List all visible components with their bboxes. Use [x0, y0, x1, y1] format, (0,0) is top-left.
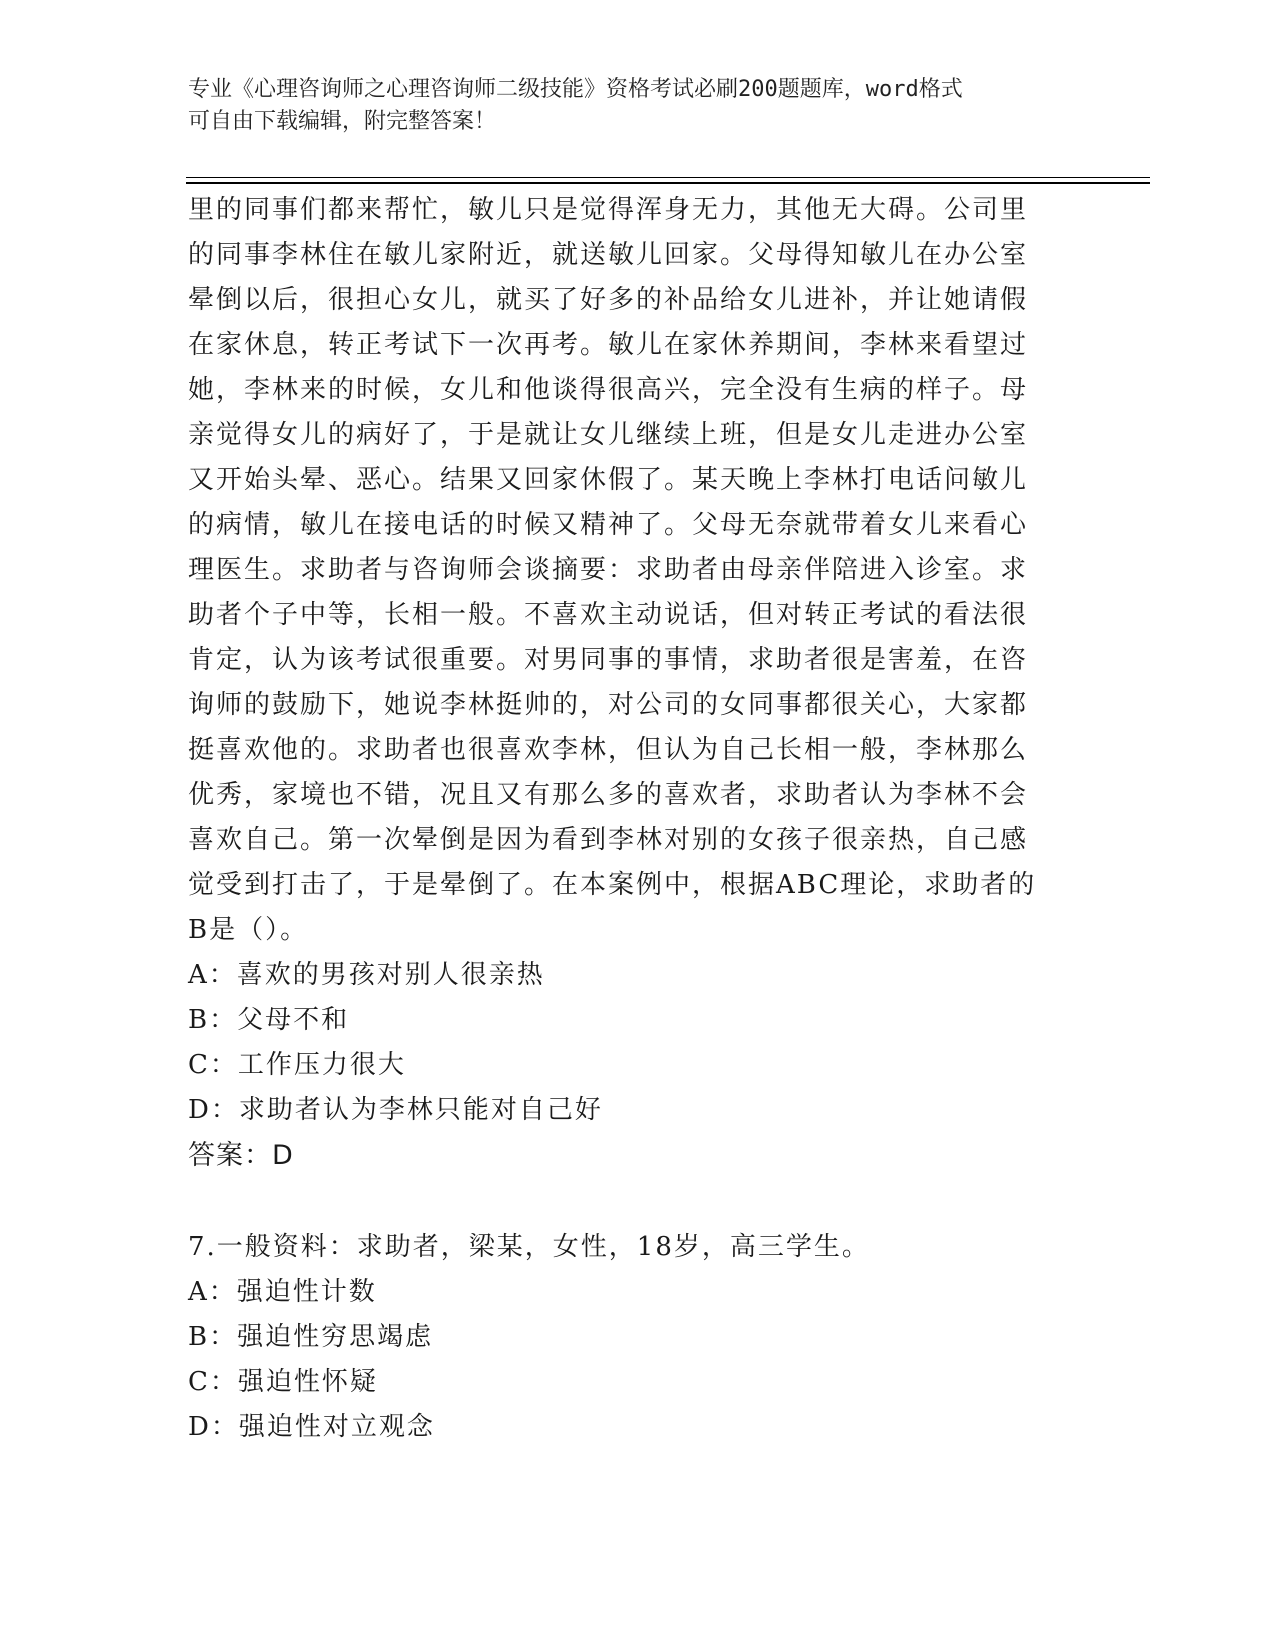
passage-line: 挺喜欢他的。求助者也很喜欢李林，但认为自己长相一般，李林那么: [188, 735, 1029, 765]
option-b: B：强迫性穷思竭虑: [188, 1322, 434, 1352]
option-a: A：强迫性计数: [188, 1277, 377, 1307]
header-rule-thick: [186, 182, 1150, 184]
question-6-options: [188, 953, 1068, 1133]
passage-line: 又开始头晕、恶心。结果又回家休假了。某天晚上李林打电话问敏儿: [188, 465, 1029, 495]
passage-line: 的病情，敏儿在接电话的时候又精神了。父母无奈就带着女儿来看心: [188, 510, 1029, 540]
passage-line: 喜欢自己。第一次晕倒是因为看到李林对别的女孩子很亲热，自己感: [188, 825, 1029, 855]
document-body: [188, 188, 1068, 1450]
passage-line: 的同事李林住在敏儿家附近，就送敏儿回家。父母得知敏儿在办公室: [188, 240, 1029, 270]
passage-line: 里的同事们都来帮忙，敏儿只是觉得浑身无力，其他无大碍。公司里: [188, 195, 1029, 225]
passage-line: 优秀，家境也不错，况且又有那么多的喜欢者，求助者认为李林不会: [188, 780, 1029, 810]
option-c: C：强迫性怀疑: [188, 1367, 378, 1397]
passage-line: 亲觉得女儿的病好了，于是就让女儿继续上班，但是女儿走进办公室: [188, 420, 1029, 450]
option-b: B：父母不和: [188, 1005, 350, 1035]
passage-line: B是（）。: [188, 915, 309, 945]
passage-line: 理医生。求助者与咨询师会谈摘要：求助者由母亲伴陪进入诊室。求: [188, 555, 1029, 585]
passage-line: 晕倒以后，很担心女儿，就买了好多的补品给女儿进补，并让她请假: [188, 285, 1029, 315]
passage-line: 在家休息，转正考试下一次再考。敏儿在家休养期间，李林来看望过: [188, 330, 1029, 360]
passage-line: 询师的鼓励下，她说李林挺帅的，对公司的女同事都很关心，大家都: [188, 690, 1029, 720]
answer-line: 答案：D: [188, 1140, 294, 1171]
passage-line: 助者个子中等，长相一般。不喜欢主动说话，但对转正考试的看法很: [188, 600, 1029, 630]
option-a: A：喜欢的男孩对别人很亲热: [188, 960, 545, 990]
question-7-stem: 7.一般资料：求助者，梁某，女性，18岁，高三学生。: [188, 1232, 870, 1262]
spacer: [188, 1178, 1068, 1225]
header-line-2: 可自由下载编辑，附完整答案！: [188, 109, 497, 134]
header-line-1: 专业《心理咨询师之心理咨询师二级技能》资格考试必刷200题题库，word格式: [188, 77, 963, 102]
question-7: [188, 1225, 1068, 1450]
page-header: [188, 74, 1068, 138]
question-6-passage: [188, 188, 1068, 953]
option-d: D：强迫性对立观念: [188, 1412, 435, 1442]
passage-line: 肯定，认为该考试很重要。对男同事的事情，求助者很是害羞，在咨: [188, 645, 1029, 675]
option-d: D：求助者认为李林只能对自己好: [188, 1095, 603, 1125]
passage-line: 觉受到打击了，于是晕倒了。在本案例中，根据ABC理论，求助者的: [188, 870, 1037, 900]
option-c: C：工作压力很大: [188, 1050, 406, 1080]
passage-line: 她，李林来的时候，女儿和他谈得很高兴，完全没有生病的样子。母: [188, 375, 1029, 405]
header-rule-thin: [186, 177, 1150, 178]
